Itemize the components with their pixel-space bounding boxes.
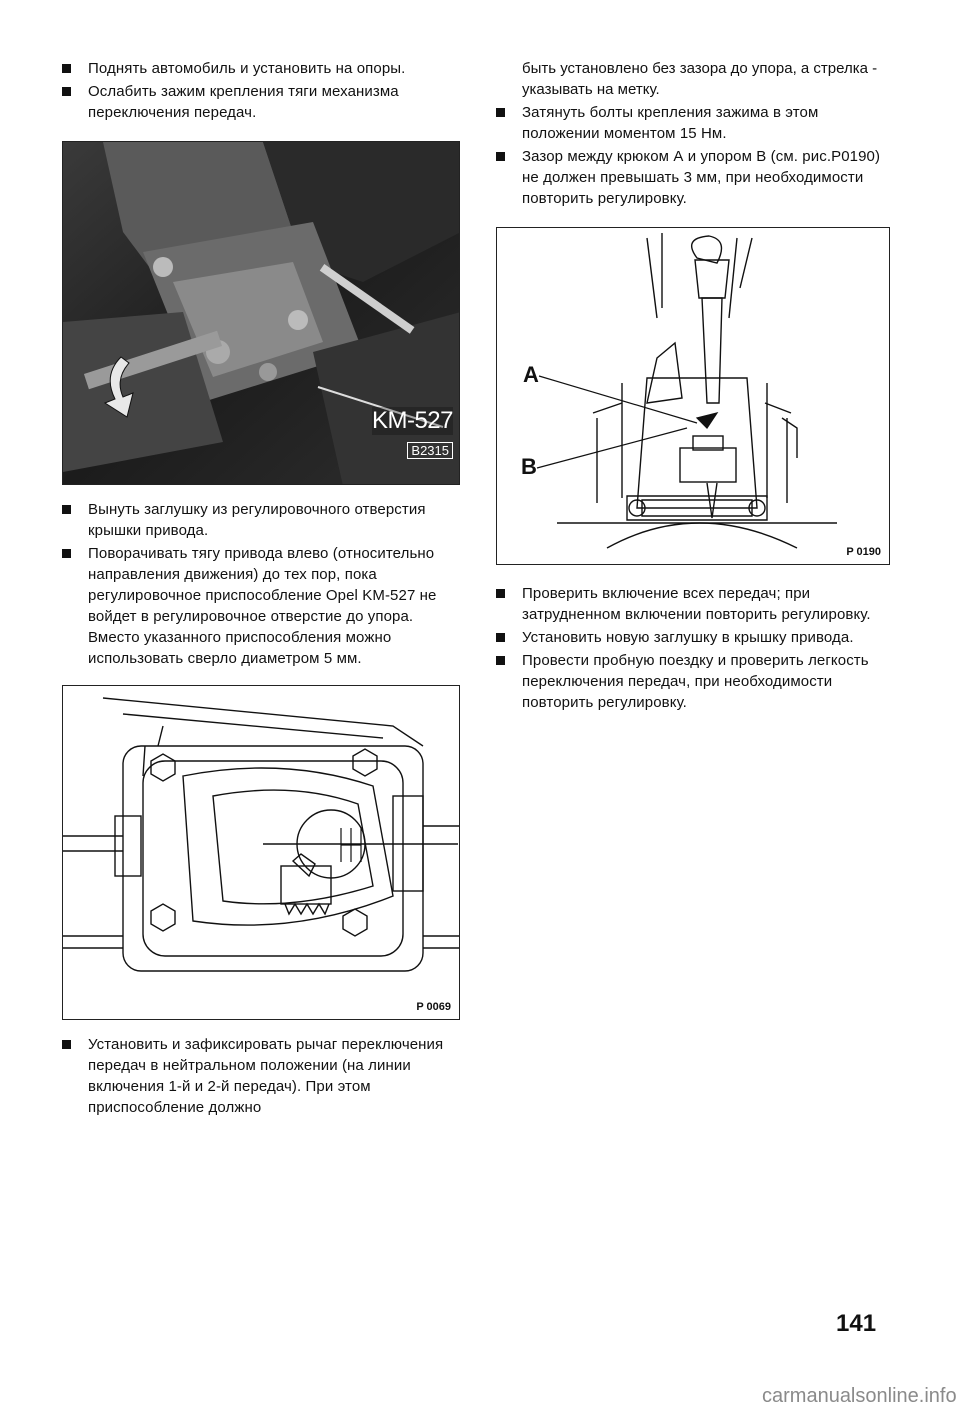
step-text: Проверить включение всех передач; при затрудненном включении повторить регулировку. <box>522 585 871 623</box>
figure-code: P 0190 <box>846 546 881 558</box>
step-item <box>496 627 896 648</box>
step-item <box>62 1034 462 1118</box>
step-text: Затянуть болты крепления зажима в этом положении моментом 15 Нм. <box>522 104 819 142</box>
step-item <box>496 583 896 625</box>
bullet-square-icon <box>496 108 505 117</box>
figure-p0190 <box>496 227 890 565</box>
step-text: Установить и зафиксировать рычаг переключения передач в нейтральном положении (на линии включения 1-й и 2-й передач). При этом приспособление должно <box>88 1036 444 1116</box>
step-text: Зазор между крюком А и упором В (см. рис.Р0190) не должен превышать 3 мм, при необходимости повторить регулировку. <box>522 148 881 207</box>
step-item <box>62 81 462 123</box>
bullet-square-icon <box>496 633 505 642</box>
continued-text: быть установлено без зазора до упора, а стрелка - указывать на метку. <box>522 60 878 98</box>
figure-p0069 <box>62 685 460 1020</box>
bullet-square-icon <box>62 549 71 558</box>
bullet-square-icon <box>62 505 71 514</box>
shifter-top-view-diagram <box>63 686 459 1019</box>
bullet-square-icon <box>62 87 71 96</box>
step-text: Поднять автомобиль и установить на опоры. <box>88 60 406 77</box>
photo-tool-label: KM-527 <box>371 407 453 434</box>
step-item <box>62 58 462 79</box>
left-column <box>62 58 462 1120</box>
bullet-square-icon <box>496 152 505 161</box>
photo-code: B2315 <box>407 442 453 459</box>
step-item <box>496 102 896 144</box>
step-text: Ослабить зажим крепления тяги механизма переключения передач. <box>88 83 399 121</box>
step-text: Вынуть заглушку из регулировочного отверстия крышки привода. <box>88 501 426 539</box>
shift-lever-section-diagram <box>497 228 889 564</box>
bullet-square-icon <box>62 1040 71 1049</box>
page-number: 141 <box>836 1310 877 1337</box>
intro-steps <box>62 58 462 123</box>
step-item <box>62 543 462 669</box>
right-column <box>496 58 896 715</box>
mid-steps <box>62 499 462 669</box>
step-text: Установить новую заглушку в крышку привода. <box>522 629 854 646</box>
step-item <box>496 650 896 713</box>
right-bottom-steps <box>496 583 896 713</box>
label-b: B <box>521 454 537 479</box>
step-text: Поворачивать тягу привода влево (относительно направления движения) до тех пор, пока регулировочное приспособление Opel KM-527 не войдет в регулировочное отверстие до упора. Вместо указанного приспособления можно использовать сверло диаметром 5 мм. <box>88 545 437 667</box>
figure-code: P 0069 <box>416 1001 451 1013</box>
step-item <box>496 146 896 209</box>
photo-km527 <box>62 141 460 485</box>
right-top-steps <box>496 102 896 209</box>
step-text: Провести пробную поездку и проверить легкость переключения передач, при необходимости повторить регулировку. <box>522 652 869 711</box>
last-step <box>62 1034 462 1118</box>
bullet-square-icon <box>62 64 71 73</box>
watermark: carmanualsonline.info <box>762 1385 957 1407</box>
bullet-square-icon <box>496 589 505 598</box>
bullet-square-icon <box>496 656 505 665</box>
step-item <box>62 499 462 541</box>
label-a: A <box>523 362 539 387</box>
